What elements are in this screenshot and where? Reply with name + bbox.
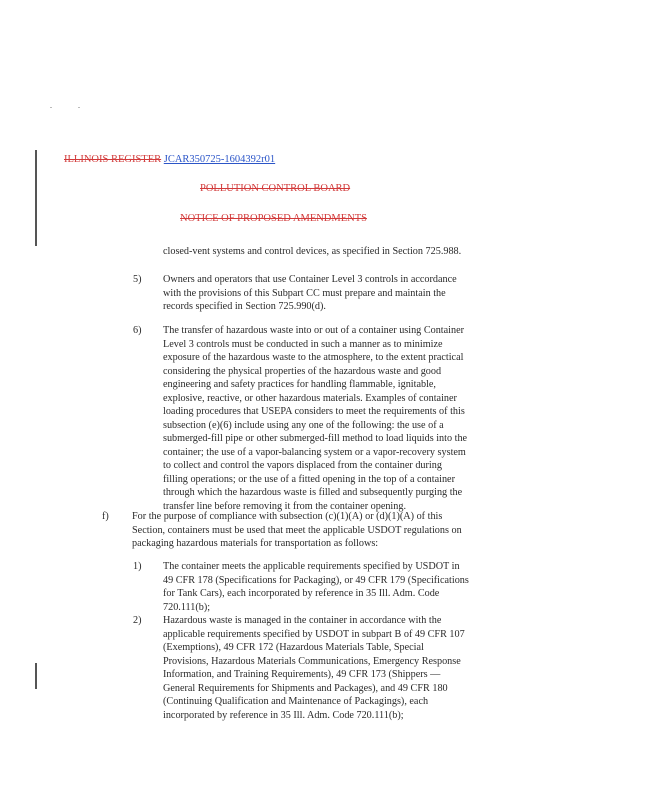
item-line: Owners and operators that use Container Level 3 controls in accordance [163,274,457,285]
register-struck: ILLINOIS REGISTER [64,154,162,165]
item-line: The transfer of hazardous waste into or out of a container using Container [163,325,464,336]
item-number: f) [102,511,109,522]
item-line: Section, containers must be used that meet the applicable USDOT regulations on [132,524,462,536]
item-line: (Exemptions), 49 CFR 172 (Hazardous Materials Table, Special [163,642,424,653]
item-line: Hazardous waste is managed in the container in accordance with the [163,615,442,626]
scan-speck [78,107,80,108]
scan-speck [50,107,52,108]
item-line: Level 3 controls must be conducted in such a manner as to minimize [163,338,443,350]
item-line: records specified in Section 725.990(d). [163,301,326,312]
notice-header: NOTICE OF PROPOSED AMENDMENTS [180,213,367,224]
continuation-line: closed-vent systems and control devices, as specified in Section 725.988. [163,246,462,257]
register-inserted: JCAR350725-1604392r01 [163,154,276,165]
register-header [64,154,275,166]
item-line: container; the use of a vapor-balancing system or a vapor-recovery system [163,446,466,458]
revision-bar-bottom [35,663,37,689]
item-line: to collect and control the vapors displaced from the container during [163,460,442,471]
item-line: packaging hazardous materials for transportation as follows: [132,538,379,549]
item-line: considering the physical properties of the hazardous waste and good [163,365,442,377]
item-line: Information, and Training Requirements), 49 CFR 173 (Shippers — [163,669,441,680]
item-line: submerged-fill pipe or other submerged-fill method to load liquids into the [163,433,468,444]
item-line: applicable requirements specified by USDOT in subpart B of 49 CFR 107 [163,628,465,640]
board-header: POLLUTION CONTROL BOARD [200,183,351,194]
item-line: for Tank Cars), each incorporated by reference in 35 Ill. Adm. Code [163,588,440,599]
item-number: 2) [133,615,142,626]
item-line: loading procedures that USEPA considers to meet the requirements of this [163,406,465,417]
item-number: 6) [133,325,142,336]
item-line: For the purpose of compliance with subsection (c)(1)(A) or (d)(1)(A) of this [132,511,443,522]
item-line: exposure of the hazardous waste to the atmosphere, to the extent practical [163,352,464,363]
item-line: with the provisions of this Subpart CC must prepare and maintain the [163,287,446,299]
item-number: 1) [133,561,142,572]
item-line: (Continuing Qualification and Maintenance of Packagings), each [163,696,429,707]
item-line: filling operations; or the use of a fitted opening in the top of a container [163,473,455,485]
item-line: engineering and safety practices for handling flammable, ignitable, [163,379,436,390]
item-line: Provisions, Hazardous Materials Communications, Emergency Response [163,655,461,667]
item-line: 49 CFR 178 (Specifications for Packaging), or 49 CFR 179 (Specifications [163,574,469,586]
item-line: transfer line before removing it from the container opening. [163,500,406,512]
item-line: The container meets the applicable requirements specified by USDOT in [163,561,460,572]
item-line: explosive, reactive, or other hazardous materials. Examples of container [163,392,457,404]
item-line: subsection (e)(6) include using any one of the following: the use of a [163,419,444,431]
item-line: through which the hazardous waste is filled and subsequently purging the [163,487,463,498]
item-line: 720.111(b); [163,601,211,613]
item-line: General Requirements for Shipments and Packages), and 49 CFR 180 [163,682,448,694]
item-number: 5) [133,274,142,285]
item-line: incorporated by reference in 35 Ill. Adm. Code 720.111(b); [163,709,404,721]
revision-bar-top [35,150,37,246]
